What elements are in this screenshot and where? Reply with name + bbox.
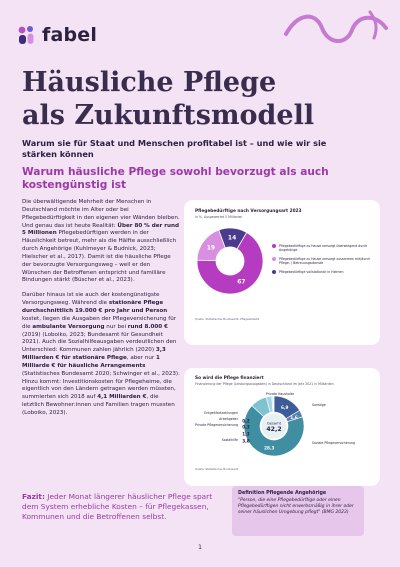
page-title [22, 66, 382, 132]
fazit-callout [22, 492, 227, 522]
chart2-data-label-3: 0,3 [242, 424, 250, 430]
decorative-squiggle [282, 6, 392, 56]
chart1-title: Pflegebedürftige nach Versorgungsart 2023 [195, 209, 302, 214]
chart1-legend-label: Pflegebedürftige zu Hause versorgt zusammen mit/durch Pflege- / Betreuungsdienste [279, 257, 371, 265]
brand-name: fabel [42, 24, 98, 46]
fabel-logo-icon [18, 25, 36, 45]
chart1-legend-item [272, 244, 372, 252]
definition-text: "Person, die eine Pflegebedürftige oder einen Pflegebedürftigen nicht erwerbsmäßig in ihrer oder seiner häuslichen Umgebung pflegt" (BMG 2023) [238, 498, 354, 515]
chart1-legend [272, 244, 372, 279]
chart2-title: So wird die Pflege finanziert [195, 376, 264, 381]
chart1-data-label-2: 14 [227, 234, 237, 242]
chart2-data-label-2: 1,3 [242, 431, 250, 437]
chart2-category-label-5: Sonstige [312, 403, 326, 407]
chart2-data-label-5: 1,6 [290, 414, 298, 420]
chart2-data-label-6: 6,9 [281, 404, 289, 410]
chart2-source: Quelle: Statistisches Bundesamt [195, 467, 239, 471]
brand-logo [18, 24, 97, 46]
chart1-source: Quelle: Statistisches Bundesamt, Pflegestatistik [195, 317, 260, 321]
chart2-data-label-1: 3,8 [242, 438, 250, 444]
chart2-category-label-4: Entgeltfortzahlungen [204, 411, 238, 415]
chart1-donut [194, 225, 266, 297]
title-line-2: als Zukunftsmodell [22, 100, 315, 131]
body-text-column [22, 199, 180, 425]
chart-card-financing [184, 368, 380, 486]
chart1-legend-swatch [272, 244, 276, 248]
chart2-donut [184, 386, 380, 464]
chart2-total-label: 42,2 [266, 426, 282, 433]
chart2-category-label-1: Sozialhilfe [221, 438, 238, 442]
chart2-category-label-3: Arbeitgeber [219, 417, 238, 421]
definition-box [232, 486, 364, 536]
chart1-subtitle: in %, Ausgewertet 5 Millionen [195, 215, 243, 219]
title-line-1: Häusliche Pflege [22, 67, 277, 98]
chart2-slice-4 [273, 396, 274, 412]
chart2-category-label-2: Private Pflegeversicherung [195, 423, 238, 427]
section-heading: Warum häusliche Pflege sowohl bevorzugt als auch kostengünstig ist [22, 166, 329, 191]
paragraph-1: Die überwältigende Mehrheit der Menschen in Deutschland möchte im Alter oder bei Pflegebedürftigkeit in den eigenen vier Wänden bleiben. Und genau das ist heute Realität: Über 80 % der rund 5 Millionen Pflegebedürftigen werden in der Häuslichkeit betreut, mehr als die Hälfte ausschließlich durch Angehörige (Kuhlmeyer & Budnick, 2023; Hielscher et al., 2017). Damit ist die häusliche Pflege der bevorzugte Versorgungsweg – weil er den Wünschen der Betroffenen entspricht und familiäre Bindungen stärkt (Büscher et al., 2023). [22, 199, 180, 284]
fazit-text: Jeder Monat längerer häuslicher Pflege spart dem System erhebliche Kosten – für Pflegekassen, Kommunen und die Betroffenen selbst. [22, 492, 213, 521]
chart1-legend-label: Pflegebedürftige zu Hause versorgt überwiegend durch Angehörige [279, 244, 368, 252]
chart1-legend-swatch [272, 257, 276, 261]
chart-card-care-type [184, 200, 380, 345]
chart1-data-label-1: 19 [206, 244, 216, 252]
chart1-legend-item [272, 270, 372, 274]
chart2-category-label-0: Soziale Pflegeversicherung [312, 441, 356, 445]
chart1-legend-item [272, 257, 372, 265]
chart1-legend-swatch [272, 270, 276, 274]
chart1-legend-label: Pflegebedürftige vollstationär in Heimen [279, 270, 344, 274]
chart2-data-label-0: 28,3 [264, 445, 275, 451]
chart2-category-label-6: Private Haushalte [265, 392, 295, 396]
page-subtitle: Warum sie für Staat und Menschen profitabel ist – und wie wir sie stärken können [22, 138, 327, 159]
chart2-subtitle: Finanzierung der Pflege (Leistungsausgaben) in Deutschland im Jahr 2021 in Milliarden [195, 382, 334, 386]
fazit-label: Fazit: [22, 492, 45, 501]
page-number: 1 [198, 544, 202, 551]
chart1-data-label-0: 67 [237, 278, 246, 286]
definition-title: Definition Pflegende Angehörige [238, 491, 327, 496]
chart2-center-label: Gesamt [267, 421, 281, 426]
chart2-data-label-4: 0,2 [242, 418, 250, 424]
paragraph-2: Darüber hinaus ist sie auch der kostengünstigste Versorgungsweg. Während die stationäre Pflege durchschnittlich 19.000 € pro Jahr und Person kostet, liegen die Ausgaben der Pflegeversicherung für die ambulante Versorgung nur bei rund 8.000 € (2019) (Loboiko, 2023; Bundesamt für Gesundheit 2021). Auch die Sozialhilfeausgaben verdeutlichen den Unterschied: Kommunen zahlen jährlich (2020) 3,3 Milliarden € für stationäre Pflege, aber nur 1 Milliarde € für häusliche Arrangements (Statistisches Bundesamt 2020; Schwinger et al., 2023). Hinzu kommt: Investitionskosten für Pflegeheime, die eigentlich von den Ländern getragen werden müssten, summierten sich 2018 auf 4,1 Milliarden €, die letztlich Bewohner:innen und Familien tragen mussten (Loboiko, 2023). [22, 292, 180, 416]
